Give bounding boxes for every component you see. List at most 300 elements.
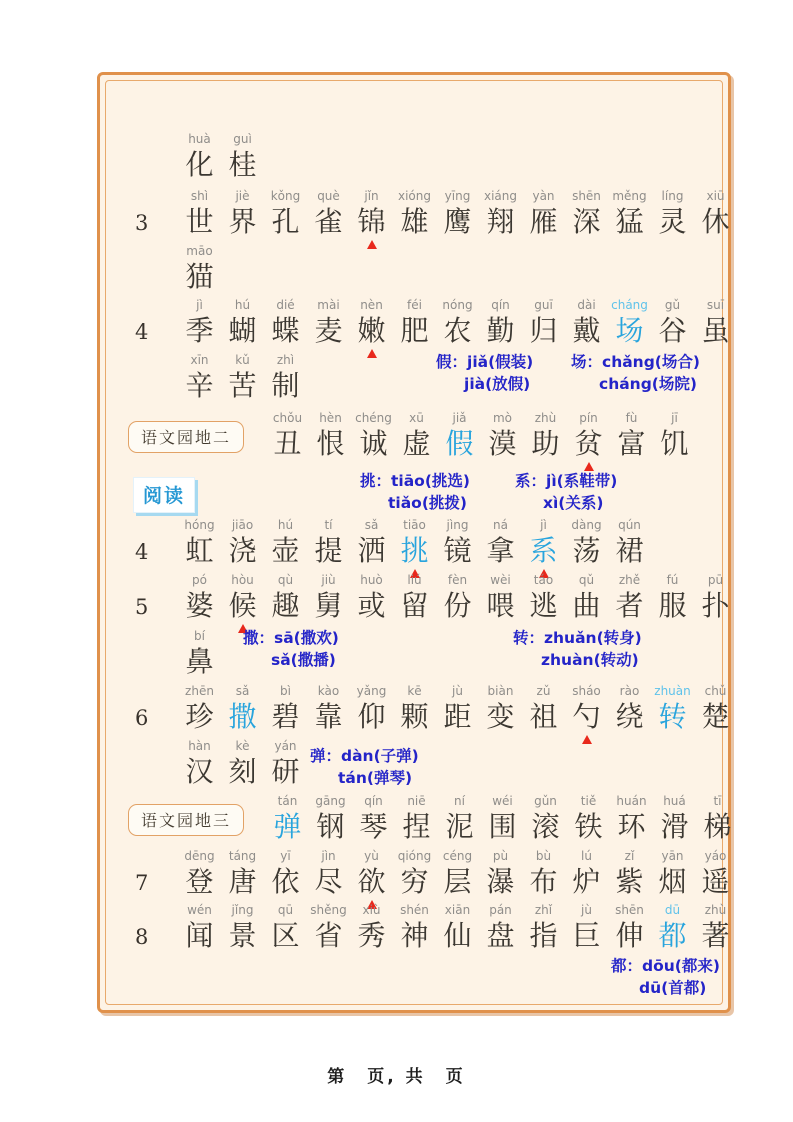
pinyin: fèn — [447, 573, 468, 587]
char-cell — [393, 848, 436, 899]
pinyin: chéng — [355, 411, 392, 425]
reading-lesson6-continuation-row — [120, 737, 726, 789]
char-cell — [481, 410, 524, 461]
hanzi: 楚 — [701, 700, 730, 733]
pinyin: jiǎ — [452, 411, 467, 425]
pinyin: xū — [409, 411, 424, 425]
char-cell — [565, 572, 608, 623]
hanzi: 虚 — [402, 427, 431, 460]
pinyin: liú — [407, 573, 422, 587]
pinyin: què — [317, 189, 340, 203]
pinyin: huá — [663, 794, 686, 808]
hanzi: 鼻 — [185, 645, 214, 678]
hanzi-polyphone: 都 — [658, 919, 687, 952]
hanzi: 雁 — [529, 205, 558, 238]
pinyin: qín — [364, 794, 383, 808]
pinyin: sǎ — [364, 518, 379, 532]
pinyin: jiè — [235, 189, 250, 203]
polyphone-note — [513, 627, 642, 671]
hanzi: 者 — [615, 589, 644, 622]
hanzi: 麦 — [314, 314, 343, 347]
char-cell — [307, 517, 350, 568]
hanzi: 助 — [531, 427, 560, 460]
char-cell — [436, 297, 479, 348]
char-cell — [479, 297, 522, 348]
hanzi: 勺 — [572, 700, 601, 733]
char-cell — [694, 572, 737, 623]
hanzi: 拿 — [486, 534, 515, 567]
pinyin: zǐ — [624, 849, 635, 863]
pinyin: tiě — [580, 794, 597, 808]
pinyin: wéi — [492, 794, 513, 808]
pinyin: tī — [713, 794, 722, 808]
hanzi: 秀 — [357, 919, 386, 952]
pinyin: yáo — [704, 849, 727, 863]
char-cell — [565, 902, 608, 953]
char-cell — [436, 517, 479, 568]
char-cell — [393, 902, 436, 953]
hanzi: 闻 — [185, 919, 214, 952]
hanzi: 指 — [529, 919, 558, 952]
char-cell — [610, 793, 653, 844]
hanzi: 农 — [443, 314, 472, 347]
pinyin: jiāo — [231, 518, 254, 532]
char-cell — [438, 793, 481, 844]
lesson7-row — [120, 847, 730, 899]
pinyin: jù — [581, 903, 592, 917]
pinyin: niē — [407, 794, 426, 808]
page-footer: 第 页, 共 页 — [327, 1067, 466, 1087]
hanzi: 仰 — [357, 700, 386, 733]
char-cell — [350, 188, 393, 239]
hanzi: 琴 — [359, 810, 388, 843]
pinyin: guì — [233, 132, 252, 146]
char-cell — [436, 902, 479, 953]
pinyin: zhì — [276, 353, 295, 367]
pinyin: xióng — [398, 189, 431, 203]
pinyin: hú — [234, 298, 251, 312]
char-cell — [309, 793, 352, 844]
char-cell — [264, 683, 307, 734]
hanzi-polyphone: 假 — [445, 427, 474, 460]
char-cell — [221, 572, 264, 623]
hanzi-polyphone: 转 — [658, 700, 687, 733]
lesson3-continuation-row — [120, 242, 726, 294]
hanzi: 紫 — [615, 865, 644, 898]
hanzi: 梯 — [703, 810, 732, 843]
char-cell — [178, 572, 221, 623]
polyphone-note-head: 假：jiǎ(假装) — [436, 353, 534, 371]
char-cell — [608, 297, 651, 348]
char-cell — [221, 131, 264, 182]
pinyin: biàn — [487, 684, 514, 698]
hanzi: 碧 — [271, 700, 300, 733]
pinyin: nèn — [360, 298, 383, 312]
char-cell — [565, 683, 608, 734]
char-cell — [610, 410, 653, 461]
pinyin: dié — [276, 298, 295, 312]
pinyin: xīn — [190, 353, 209, 367]
pinyin: bí — [194, 629, 205, 643]
pinyin: jī — [671, 411, 678, 425]
hanzi: 恨 — [316, 427, 345, 460]
pinyin: huán — [616, 794, 647, 808]
char-cell — [307, 848, 350, 899]
hanzi: 富 — [617, 427, 646, 460]
hanzi: 省 — [314, 919, 343, 952]
char-cell — [264, 297, 307, 348]
pinyin: shì — [190, 189, 209, 203]
lesson8-row — [120, 901, 730, 953]
pinyin: zhě — [618, 573, 641, 587]
polyphone-note — [436, 351, 533, 395]
char-cell — [479, 572, 522, 623]
pinyin: bù — [535, 849, 552, 863]
hanzi: 登 — [185, 865, 214, 898]
pinyin: guī — [534, 298, 553, 312]
char-cell — [479, 683, 522, 734]
hanzi: 刻 — [228, 755, 257, 788]
char-cell — [178, 848, 221, 899]
pinyin: yù — [364, 849, 379, 863]
char-cell — [479, 848, 522, 899]
char-cell — [264, 517, 307, 568]
char-cell — [307, 572, 350, 623]
pinyin: jìng — [446, 518, 469, 532]
char-cell — [481, 793, 524, 844]
hanzi: 肥 — [400, 314, 429, 347]
char-cell — [694, 683, 737, 734]
pinyin: gǔ — [664, 298, 681, 312]
row-number: 7 — [135, 871, 149, 895]
pinyin: ní — [454, 794, 465, 808]
char-cell — [522, 297, 565, 348]
hanzi: 翔 — [486, 205, 515, 238]
hanzi: 环 — [617, 810, 646, 843]
lesson8-note-row — [120, 955, 726, 1007]
pinyin: měng — [612, 189, 647, 203]
hanzi: 神 — [400, 919, 429, 952]
hanzi: 谷 — [658, 314, 687, 347]
hanzi: 孔 — [271, 205, 300, 238]
hanzi: 界 — [228, 205, 257, 238]
hanzi: 颗 — [400, 700, 429, 733]
polyphone-note-sub: jià(放假) — [464, 375, 531, 393]
char-cell — [438, 410, 481, 461]
char-cell — [307, 902, 350, 953]
char-cell — [393, 572, 436, 623]
hanzi: 深 — [572, 205, 601, 238]
pinyin: sháo — [572, 684, 601, 698]
pinyin: shēn — [572, 189, 601, 203]
char-cell — [264, 738, 307, 789]
char-cell — [307, 683, 350, 734]
pinyin: kè — [235, 739, 250, 753]
pinyin: shēn — [615, 903, 644, 917]
char-cell — [608, 188, 651, 239]
hanzi: 猛 — [615, 205, 644, 238]
pinyin: qū — [277, 903, 294, 917]
char-cell — [221, 517, 264, 568]
polyphone-note — [515, 470, 617, 514]
row-number: 3 — [135, 211, 149, 235]
pinyin: wèi — [490, 573, 511, 587]
char-cell — [178, 738, 221, 789]
pinyin: qióng — [397, 849, 432, 863]
pinyin: yī — [280, 849, 291, 863]
char-cell — [651, 297, 694, 348]
char-cell — [221, 738, 264, 789]
char-cell — [178, 628, 221, 679]
hanzi: 汉 — [185, 755, 214, 788]
char-cell — [178, 683, 221, 734]
char-cell — [221, 297, 264, 348]
pinyin: xiù — [362, 903, 381, 917]
char-cell — [694, 902, 737, 953]
pinyin: pín — [579, 411, 598, 425]
char-cell — [694, 297, 737, 348]
char-cell — [307, 188, 350, 239]
reading-section-label: 阅读 — [133, 477, 195, 513]
pinyin: kǔ — [235, 353, 250, 367]
pinyin: pán — [489, 903, 512, 917]
hanzi: 绕 — [615, 700, 644, 733]
reading-lesson4-row — [120, 516, 726, 568]
char-cell — [266, 793, 309, 844]
char-cell — [696, 793, 739, 844]
hanzi: 壶 — [271, 534, 300, 567]
pinyin: yán — [274, 739, 297, 753]
reading-section-row — [120, 470, 726, 522]
pinyin: hú — [277, 518, 294, 532]
hanzi-polyphone: 系 — [529, 534, 558, 567]
pinyin: shén — [400, 903, 429, 917]
hanzi: 泥 — [445, 810, 474, 843]
pinyin: qín — [491, 298, 510, 312]
hanzi: 鹰 — [443, 205, 472, 238]
hanzi: 雀 — [314, 205, 343, 238]
char-cell — [393, 188, 436, 239]
char-cell — [221, 188, 264, 239]
hanzi: 诚 — [359, 427, 388, 460]
hanzi: 景 — [228, 919, 257, 952]
hanzi: 服 — [658, 589, 687, 622]
lesson2-continuation-row — [120, 130, 726, 182]
pinyin: féi — [407, 298, 422, 312]
char-cell — [436, 848, 479, 899]
char-cell — [178, 902, 221, 953]
hanzi-polyphone: 挑 — [400, 534, 429, 567]
hanzi: 提 — [314, 534, 343, 567]
pinyin: chǔ — [704, 684, 727, 698]
pinyin: huà — [188, 132, 211, 146]
pinyin: gǔn — [534, 794, 557, 808]
hanzi: 归 — [529, 314, 558, 347]
pinyin: táo — [533, 573, 554, 587]
char-cell — [178, 352, 221, 403]
pinyin: mò — [492, 411, 513, 425]
hanzi: 漠 — [488, 427, 517, 460]
hanzi: 虽 — [701, 314, 730, 347]
pinyin: yīng — [444, 189, 471, 203]
hanzi: 世 — [185, 205, 214, 238]
char-cell — [178, 517, 221, 568]
pinyin: zhǐ — [534, 903, 553, 917]
hanzi: 苦 — [228, 369, 257, 402]
hanzi-polyphone: 弹 — [273, 810, 302, 843]
pinyin: sǎ — [235, 684, 250, 698]
hanzi: 伸 — [615, 919, 644, 952]
pinyin: xiū — [706, 189, 725, 203]
polyphone-note-head: 都：dōu(都来) — [611, 957, 720, 975]
pinyin: zhù — [704, 903, 727, 917]
pinyin: huò — [360, 573, 383, 587]
pinyin: fú — [666, 573, 679, 587]
char-cell — [608, 572, 651, 623]
row-number: 8 — [135, 925, 149, 949]
pinyin: táng — [228, 849, 257, 863]
pinyin: jìn — [321, 849, 336, 863]
polyphone-note — [360, 470, 470, 514]
pinyin: dēng — [184, 849, 215, 863]
reading-lesson5-row — [120, 571, 730, 623]
pinyin: kào — [317, 684, 340, 698]
hanzi: 巨 — [572, 919, 601, 952]
char-cell — [307, 297, 350, 348]
hanzi: 研 — [271, 755, 300, 788]
hanzi: 遥 — [701, 865, 730, 898]
char-cell — [266, 410, 309, 461]
hanzi: 浇 — [228, 534, 257, 567]
hanzi: 丑 — [273, 427, 302, 460]
pinyin: dài — [577, 298, 596, 312]
lesson3-row — [120, 187, 730, 239]
pinyin: ná — [493, 518, 508, 532]
char-cell — [178, 297, 221, 348]
pinyin: hàn — [188, 739, 211, 753]
polyphone-note — [310, 745, 419, 789]
char-cell — [651, 572, 694, 623]
hanzi: 扑 — [701, 589, 730, 622]
polyphone-note-head: 弹：dàn(子弹) — [310, 747, 419, 765]
char-cell — [221, 683, 264, 734]
reading-lesson6-row — [120, 682, 730, 734]
garden2-row — [120, 409, 726, 461]
char-cell — [653, 793, 696, 844]
char-cell — [694, 188, 737, 239]
polyphone-note — [243, 627, 339, 671]
polyphone-note-sub: dū(首都) — [639, 979, 707, 997]
hanzi: 烟 — [658, 865, 687, 898]
pinyin: fù — [625, 411, 638, 425]
hanzi: 滑 — [660, 810, 689, 843]
char-cell — [352, 410, 395, 461]
char-cell — [309, 410, 352, 461]
hanzi: 逃 — [529, 589, 558, 622]
polyphone-note-head: 系：jì(系鞋带) — [515, 472, 618, 490]
hanzi: 候 — [228, 589, 257, 622]
char-cell — [694, 848, 737, 899]
hanzi: 唐 — [228, 865, 257, 898]
hanzi: 依 — [271, 865, 300, 898]
pinyin: hóng — [184, 518, 215, 532]
pinyin: kǒng — [270, 189, 301, 203]
pinyin: pù — [492, 849, 509, 863]
pinyin: cháng — [611, 298, 648, 312]
char-cell — [264, 188, 307, 239]
hanzi: 镜 — [443, 534, 472, 567]
polyphone-note-head: 撒：sā(撒欢) — [243, 629, 339, 647]
char-cell — [395, 793, 438, 844]
pinyin: zhuàn — [654, 684, 691, 698]
pinyin: māo — [186, 244, 213, 258]
char-cell — [350, 517, 393, 568]
pinyin: zǔ — [536, 684, 551, 698]
char-cell — [565, 297, 608, 348]
hanzi: 化 — [185, 148, 214, 181]
char-cell — [608, 902, 651, 953]
char-cell — [221, 848, 264, 899]
pinyin: qù — [277, 573, 294, 587]
hanzi: 祖 — [529, 700, 558, 733]
hanzi: 蝶 — [271, 314, 300, 347]
polyphone-note — [611, 955, 720, 999]
char-cell — [565, 517, 608, 568]
pinyin: pó — [192, 573, 207, 587]
hanzi: 靠 — [314, 700, 343, 733]
char-cell — [350, 683, 393, 734]
row-number: 4 — [135, 320, 149, 344]
pinyin: yàn — [532, 189, 555, 203]
char-cell — [608, 517, 651, 568]
hanzi: 婆 — [185, 589, 214, 622]
hanzi: 舅 — [314, 589, 343, 622]
char-cell — [479, 517, 522, 568]
char-cell — [350, 297, 393, 348]
hanzi: 虹 — [185, 534, 214, 567]
hanzi: 铁 — [574, 810, 603, 843]
hanzi: 滚 — [531, 810, 560, 843]
row-number: 5 — [135, 595, 149, 619]
hanzi: 布 — [529, 865, 558, 898]
hanzi: 洒 — [357, 534, 386, 567]
char-cell — [565, 848, 608, 899]
pinyin: nóng — [442, 298, 473, 312]
hanzi: 辛 — [185, 369, 214, 402]
hanzi: 仙 — [443, 919, 472, 952]
char-cell — [352, 793, 395, 844]
hanzi: 曲 — [572, 589, 601, 622]
char-cell — [178, 188, 221, 239]
char-cell — [522, 848, 565, 899]
polyphone-note — [571, 351, 700, 395]
hanzi: 盘 — [486, 919, 515, 952]
hanzi: 著 — [701, 919, 730, 952]
pinyin: jì — [540, 518, 547, 532]
char-cell — [651, 848, 694, 899]
pinyin: hòu — [231, 573, 254, 587]
pinyin: jì — [196, 298, 203, 312]
pinyin: yān — [661, 849, 684, 863]
char-cell — [264, 902, 307, 953]
hanzi: 嫩 — [357, 314, 386, 347]
hanzi: 距 — [443, 700, 472, 733]
char-cell — [178, 131, 221, 182]
hanzi: 灵 — [658, 205, 687, 238]
char-cell — [608, 848, 651, 899]
char-cell — [393, 517, 436, 568]
pinyin: zhēn — [185, 684, 214, 698]
